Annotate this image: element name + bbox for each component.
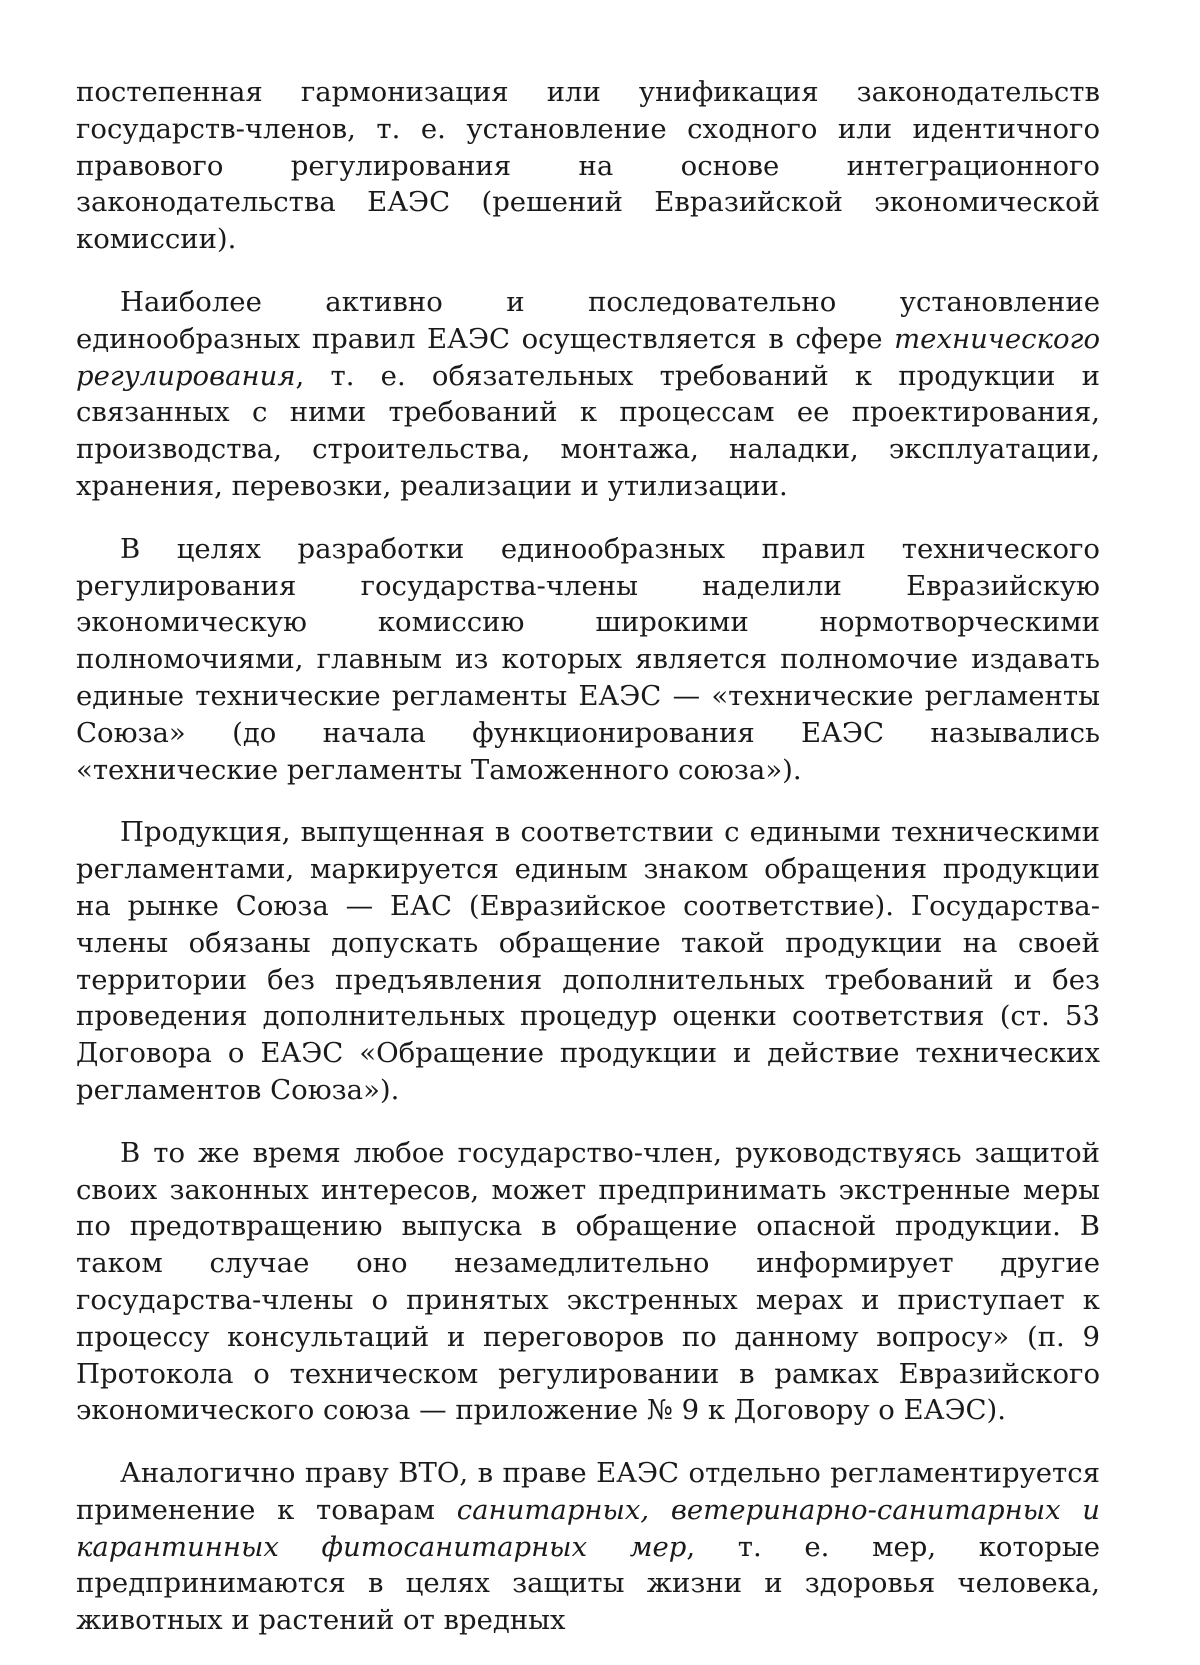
paragraph-6 bbox=[76, 1455, 1100, 1639]
text-run: Продукция, выпущенная в соответствии с едиными техническими регламентами, маркируется единым знаком обращения продукции на рынке Союза — ЕАС (Евразийское соответствие). Государства-члены обязаны допускать обращение такой продукции на своей территории без предъявления дополнительных требований и без проведения дополнительных процедур оценки соответствия (ст. 53 Договора о ЕАЭС «Обращение продукции и действие технических регламентов Союза»). bbox=[76, 816, 1100, 1106]
text-run: Аналогично праву ВТО, в праве ЕАЭС отдельно регламентируется применение к товарам bbox=[76, 1457, 1100, 1526]
text-run: , т. е. мер, которые предпринимаются в целях защиты жизни и здоровья человека, животных и растений от вредных bbox=[76, 1530, 1101, 1637]
italic-term: санитарных, ветеринарно-санитарных и карантинных фитосанитарных мер bbox=[76, 1493, 1100, 1563]
text-run: В то же время любое государство-член, руководствуясь защитой своих законных интересов, может предпринимать экстренные меры по предотвращению выпуска в обращение опасной продукции. В таком случае оно незамедлительно информирует другие государства-члены о принятых экстренных мерах и приступает к процессу консультаций и переговоров по данному вопросу» (п. 9 Протокола о техническом регулировании в рамках Евразийского экономического союза — приложение № 9 к Договору о ЕАЭС). bbox=[76, 1136, 1100, 1427]
italic-term: технического регулирования bbox=[76, 322, 1100, 392]
paragraph-3 bbox=[76, 531, 1100, 789]
text-run: , т. е. обязательных требований к продукции и связанных с ними требований к процессам ее проектирования, производства, строительства, монтажа, наладки, эксплуатации, хранения, перевозки, реализации и утилизации. bbox=[76, 359, 1100, 502]
paragraph-5 bbox=[76, 1135, 1100, 1429]
document-page bbox=[76, 74, 1100, 1665]
text-run: Наиболее активно и последовательно установление единообразных правил ЕАЭС осуществляется в сфере bbox=[76, 285, 1100, 355]
paragraph-4 bbox=[76, 814, 1100, 1108]
text-run: постепенная гармонизация или унификация законодательств государств-членов, т. е. установление сходного или идентичного правового регулирования на основе интеграционного законодательства ЕАЭС (решений Евразийской экономической комиссии). bbox=[76, 76, 1100, 256]
text-run: В целях разработки единообразных правил технического регулирования государства-члены наделили Евразийскую экономическую комиссию широкими нормотворческими полномочиями, главным из которых является полномочие издавать единые технические регламенты ЕАЭС — «технические регламенты Союза» (до начала функционирования ЕАЭС назывались «технические регламенты Таможенного союза»). bbox=[76, 532, 1100, 786]
paragraph-2 bbox=[76, 284, 1100, 505]
paragraph-1 bbox=[76, 74, 1100, 258]
